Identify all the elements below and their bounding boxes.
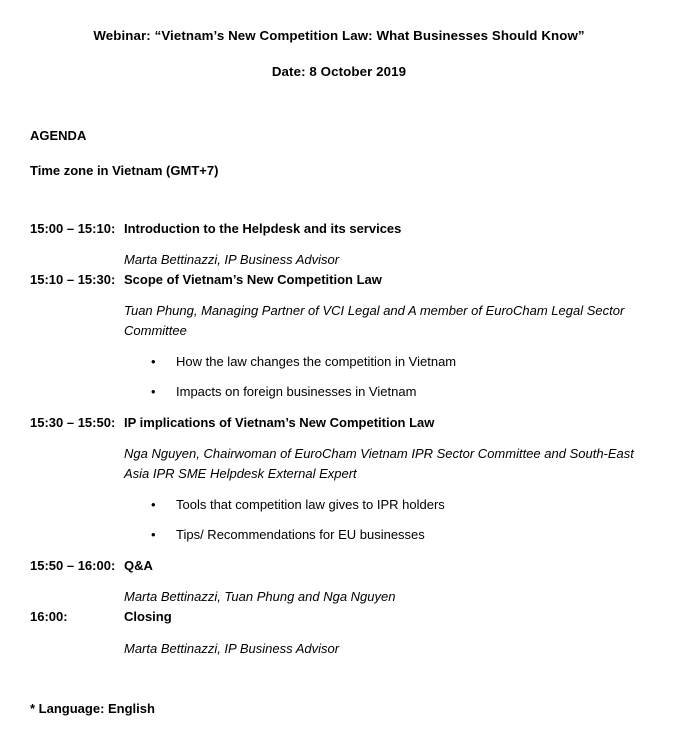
list-item — [124, 525, 648, 545]
agenda-heading: AGENDA — [30, 127, 87, 143]
agenda-item-title: Introduction to the Helpdesk and its services — [124, 220, 402, 236]
agenda-item-title: Q&A — [124, 557, 153, 573]
agenda-item-speaker: Marta Bettinazzi, IP Business Advisor — [124, 252, 340, 268]
page-title: Webinar: “Vietnam’s New Competition Law: What Businesses Should Know” — [93, 28, 585, 43]
bullet-icon: • — [151, 527, 156, 543]
agenda-item-time: 15:00 – 15:10: — [30, 220, 116, 236]
agenda-item-bullets — [124, 352, 648, 402]
timezone-note: Time zone in Vietnam (GMT+7) — [30, 162, 219, 178]
bullet-icon: • — [151, 384, 156, 400]
title-block — [30, 26, 648, 82]
agenda-item-body — [124, 219, 648, 270]
list-item — [124, 382, 648, 402]
agenda-item — [30, 556, 648, 607]
bullet-icon: • — [151, 353, 156, 369]
list-item — [124, 352, 648, 372]
agenda-item — [30, 219, 648, 270]
list-item — [124, 495, 648, 515]
agenda-item-body — [124, 270, 648, 413]
agenda-item-title: Scope of Vietnam’s New Competition Law — [124, 271, 382, 287]
agenda-item-speaker: Tuan Phung, Managing Partner of VCI Legal and A member of EuroCham Legal Sector Committee — [124, 303, 625, 339]
agenda-item-speaker: Marta Bettinazzi, IP Business Advisor — [124, 640, 340, 656]
list-item-label: How the law changes the competition in Vietnam — [176, 353, 457, 369]
language-note: * Language: English — [30, 701, 155, 717]
agenda-item — [30, 607, 648, 658]
agenda-item-time: 15:50 – 16:00: — [30, 557, 116, 573]
agenda-item-time: 16:00: — [30, 609, 68, 625]
agenda-item-title: IP implications of Vietnam’s New Competition Law — [124, 414, 435, 430]
agenda-item-body — [124, 556, 648, 607]
agenda-item-title: Closing — [124, 609, 172, 625]
agenda-item-speaker: Nga Nguyen, Chairwoman of EuroCham Vietnam IPR Sector Committee and South-East Asia IPR SME Helpdesk External Expert — [124, 446, 634, 482]
webinar-date: Date: 8 October 2019 — [271, 64, 407, 80]
agenda-item — [30, 270, 648, 413]
agenda-item-time: 15:30 – 15:50: — [30, 414, 116, 430]
bullet-icon: • — [151, 496, 156, 512]
agenda-item-body — [124, 413, 648, 556]
agenda-item-bullets — [124, 495, 648, 545]
agenda-item-speaker: Marta Bettinazzi, Tuan Phung and Nga Nguyen — [124, 589, 396, 605]
agenda-item-body — [124, 607, 648, 658]
agenda-schedule — [30, 219, 648, 659]
agenda-item — [30, 413, 648, 556]
list-item-label: Impacts on foreign businesses in Vietnam — [176, 384, 417, 400]
list-item-label: Tools that competition law gives to IPR holders — [176, 496, 445, 512]
list-item-label: Tips/ Recommendations for EU businesses — [176, 527, 425, 543]
agenda-item-time: 15:10 – 15:30: — [30, 271, 116, 287]
